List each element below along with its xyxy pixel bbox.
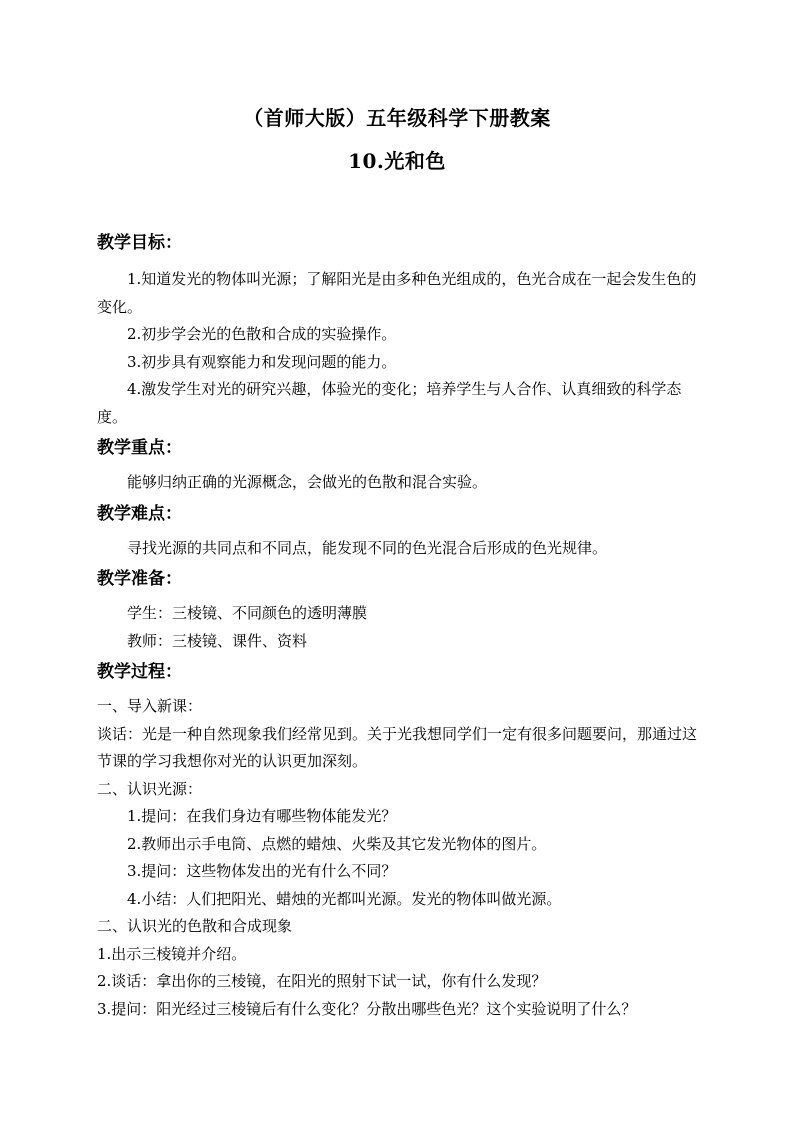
process-part1-text: 谈话：光是一种自然现象我们经常见到。关于光我想同学们一定有很多问题要问，那通过这节课的学习我想你对光的认识更加深刻。 bbox=[97, 724, 698, 770]
prep-students: 学生：三棱镜、不同颜色的透明薄膜 bbox=[127, 604, 368, 622]
goal-item-3: 3.初步具有观察能力和发现问题的能力。 bbox=[127, 352, 397, 371]
process-part2-item-3: 3.提问：这些物体发出的光有什么不同？ bbox=[127, 862, 397, 880]
process-part2-item-4: 4.小结：人们把阳光、蜡烛的光都叫光源。发光的物体叫做光源。 bbox=[127, 889, 562, 908]
document-title: （首师大版）五年级科学下册教案 bbox=[243, 106, 551, 130]
section-heading-difficulty: 教学难点： bbox=[97, 503, 182, 524]
goal-item-4: 4.激发学生对光的研究兴趣，体验光的变化；培养学生与人合作、认真细致的科学态度。 bbox=[97, 380, 682, 426]
process-part2-item-2: 2.教师出示手电筒、点燃的蜡烛、火柴及其它发光物体的图片。 bbox=[127, 834, 547, 853]
section-heading-key: 教学重点： bbox=[97, 438, 182, 458]
section-heading-prep: 教学准备： bbox=[97, 569, 182, 589]
goal-item-2: 2.初步学会光的色散和合成的实验操作。 bbox=[127, 325, 397, 343]
difficulty-text: 寻找光源的共同点和不同点，能发现不同的色光混合后形成的色光规律。 bbox=[127, 538, 608, 557]
process-part3-item-2: 2.谈话：拿出你的三棱镜，在阳光的照射下试一试，你有什么发现？ bbox=[97, 972, 547, 990]
document-body bbox=[97, 226, 707, 1023]
prep-teacher: 教师：三棱镜、课件、资料 bbox=[127, 631, 308, 650]
process-part2-title: 二、认识光源： bbox=[97, 779, 203, 798]
process-part3-title: 二、认识光的色散和合成现象 bbox=[97, 917, 293, 935]
process-part1-title: 一、导入新课： bbox=[97, 697, 203, 715]
process-part3-item-1: 1.出示三棱镜并介绍。 bbox=[97, 944, 247, 963]
section-heading-goals: 教学目标： bbox=[97, 233, 182, 253]
process-part2-item-1: 1.提问：在我们身边有哪些物体能发光？ bbox=[127, 807, 397, 825]
key-text: 能够归纳正确的光源概念，会做光的色散和混合实验。 bbox=[127, 473, 488, 491]
section-heading-process: 教学过程： bbox=[97, 662, 182, 682]
process-part3-item-3: 3.提问：阳光经过三棱镜后有什么变化？分散出哪些色光？这个实验说明了什么？ bbox=[97, 999, 637, 1018]
goal-item-1: 1.知道发光的物体叫光源；了解阳光是由多种色光组成的，色光合成在一起会发生色的变化。 bbox=[97, 270, 697, 316]
lesson-title: 10.光和色 bbox=[348, 149, 446, 173]
